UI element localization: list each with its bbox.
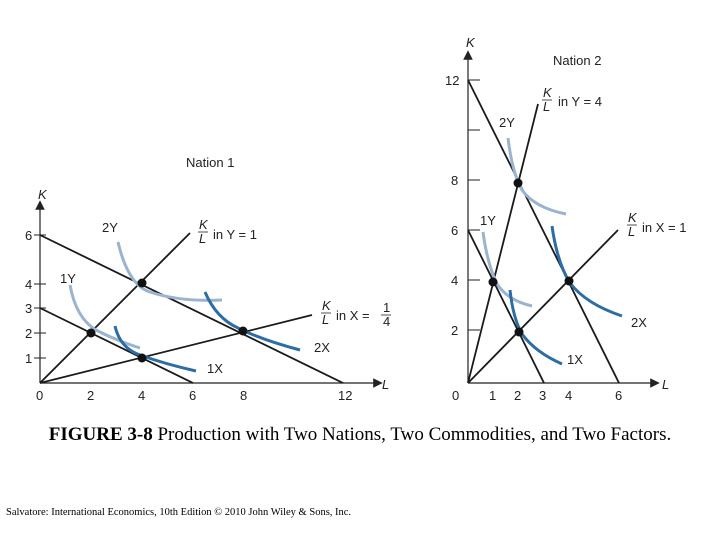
nation2-isoquant-2x [552,226,622,316]
nation2-label-2y: 2Y [499,115,515,130]
nation2-ray-y-label [542,85,602,114]
nation2-ray-x [468,230,618,383]
nation2-k-tick-label: 2 [451,323,459,338]
nation2-ray-x-text: in X = 1 [642,220,687,235]
nation1-kl-den: L [322,312,330,327]
nation1-ray-y-text: in Y = 1 [213,227,257,242]
nation2-k-tick-label: 4 [451,273,459,288]
nation1-k-tick-label: 1 [25,351,33,366]
nation1-isocost-low [40,308,193,383]
nation2-k-tick-label: 12 [445,73,460,88]
nation1-diagram [25,155,391,403]
nation1-ray-x-text: in X = [336,308,370,323]
nation2-kl-den: L [628,224,636,239]
nation1-label-1x: 1X [207,361,223,376]
nation2-isocost-high [468,80,619,383]
nation1-kl-num: K [199,217,208,232]
nation1-ray-y [40,233,190,383]
nation1-ray-x [40,315,312,383]
nation1-k-tick-label: 6 [25,228,33,243]
nation2-l-axis-label: L [662,377,670,392]
nation2-label-1y: 1Y [480,213,496,228]
nation2-l-tick-label: 4 [565,388,573,403]
nation1-point [87,329,96,338]
nation2-ray-x-label [627,210,686,239]
nation2-kl-den: L [543,99,551,114]
nation1-k-ticks [25,228,46,366]
nation1-kl-num: K [322,298,331,313]
nation2-label-2x: 2X [631,315,647,330]
nation2-diagram [445,35,686,403]
nation2-point [565,277,574,286]
nation1-kl-den: L [199,231,207,246]
figure-caption-label: FIGURE 3-8 [48,424,153,445]
nation2-kl-num: K [543,85,552,100]
nation1-point [138,279,147,288]
nation1-label-2y: 2Y [102,220,118,235]
nation2-l-tick-label: 6 [615,388,623,403]
nation1-ray-x-frac-num: 1 [383,300,391,315]
nation1-point [138,354,147,363]
footer-credit: Salvatore: International Economics, 10th Edition © 2010 John Wiley & Sons, Inc. [6,507,352,518]
nation2-k-tick-label: 6 [451,223,459,238]
nation2-isocost-low [468,230,544,383]
nation2-ray-y-text: in Y = 4 [558,94,602,109]
nation1-l-axis-label: L [382,377,390,392]
nation2-k-axis-label: K [466,35,475,50]
nation1-k-tick-label: 3 [25,301,33,316]
nation1-ray-y-label [198,217,257,246]
nation1-k-axis-label: K [38,187,47,202]
nation1-l-tick-label: 0 [36,388,44,403]
nation1-label-2x: 2X [314,340,330,355]
nation2-k-ticks [445,73,480,338]
nation1-ray-x-label [321,298,391,329]
nation2-l-tick-label: 3 [539,388,547,403]
nation2-l-tick-label: 1 [489,388,497,403]
nation1-title: Nation 1 [186,155,235,170]
nation2-point [515,328,524,337]
nation2-point [489,278,498,287]
nation2-title: Nation 2 [553,53,602,68]
nation1-l-tick-label: 6 [189,388,197,403]
nation1-label-1y: 1Y [60,271,76,286]
nation1-l-tick-label: 2 [87,388,95,403]
nation1-l-tick-label: 12 [338,388,353,403]
nation1-k-tick-label: 4 [25,277,33,292]
nation1-l-tick-label: 4 [138,388,146,403]
nation2-k-tick-label: 8 [451,173,459,188]
figure-caption-text: Production with Two Nations, Two Commodities, and Two Factors. [152,424,672,445]
nation2-l-tick-label: 2 [514,388,522,403]
nation2-label-1x: 1X [567,352,583,367]
nation1-l-tick-label: 8 [240,388,248,403]
nation1-isocost-high [40,235,343,383]
nation2-isoquant-2y [508,138,566,214]
nation2-kl-num: K [628,210,637,225]
nation1-k-tick-label: 2 [25,326,33,341]
nation2-point [514,179,523,188]
nation2-l-ticks [452,388,622,403]
nation1-point [239,327,248,336]
figure-caption [20,423,700,447]
nation1-l-ticks [36,388,352,403]
nation2-l-tick-label: 0 [452,388,460,403]
nation1-ray-x-frac-den: 4 [383,314,391,329]
